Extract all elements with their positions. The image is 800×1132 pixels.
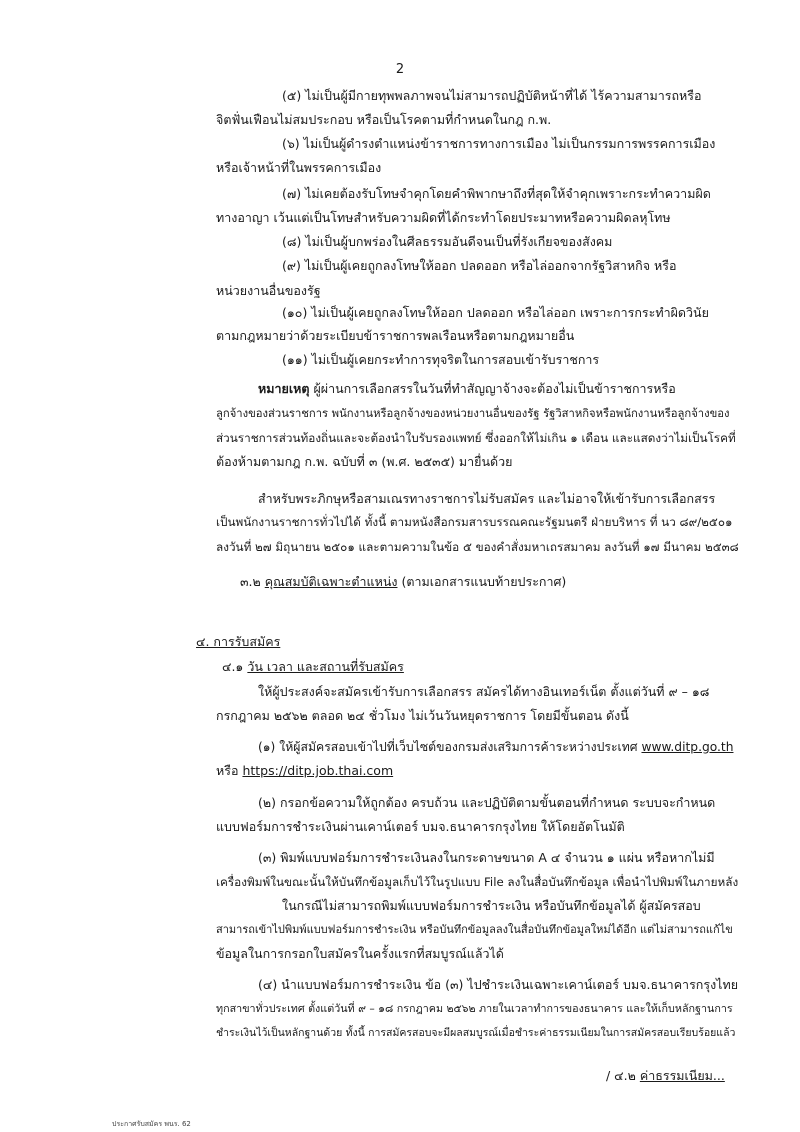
step-3-line-4: สามารถเข้าไปพิมพ์แบบฟอร์มการชำระเงิน หรือบันทึกข้อมูลลงในสื่อบันทึกข้อมูลใหม่ได้อีก แต่ไม่สามารถแก้ไข [216,923,733,936]
note-line-2: ลูกจ้างของส่วนราชการ พนักงานหรือลูกจ้างของหน่วยงานอื่นของรัฐ รัฐวิสาหกิจหรือพนักงานหรือลูกจ้างของ [216,407,730,420]
qualification-5-line-2: จิตฟั่นเฟือนไม่สมประกอบ หรือเป็นโรคตามที่กำหนดในกฎ ก.พ. [216,112,552,127]
step-4-line-2: ทุกสาขาทั่วประเทศ ตั้งแต่วันที่ ๙ – ๑๘ กรกฎาคม ๒๕๖๒ ภายในเวลาทำการของธนาคาร และให้เก็บหลักฐานการ [216,1002,733,1015]
note-line-1-text: ผู้ผ่านการเลือกสรรในวันที่ทำสัญญาจ้างจะต้องไม่เป็นข้าราชการหรือ [313,381,676,396]
step-1-or: หรือ [216,763,239,778]
section-4-heading: ๔. การรับสมัคร [196,634,281,649]
note-line-1 [258,381,676,397]
note-line-4: ต้องห้ามตามกฎ ก.พ. ฉบับที่ ๓ (พ.ศ. ๒๕๓๕) มายื่นด้วย [216,454,513,469]
monk-line-3: ลงวันที่ ๒๗ มิถุนายน ๒๕๐๑ และตามความในข้อ ๕ ของคำสั่งมหาเถรสมาคม ลงวันที่ ๑๗ มีนาคม ๒๕๓๘ [216,540,739,554]
qualification-7-line-2: ทางอาญา เว้นแต่เป็นโทษสำหรับความผิดที่ได้กระทำโดยประมาทหรือความผิดลหุโทษ [216,210,671,225]
specific-qualifications [240,574,566,590]
section-4-1-title: วัน เวลา และสถานที่รับสมัคร [247,659,404,674]
page-number: 2 [395,62,405,77]
section-4-1-heading [222,659,404,675]
step-1-line-1 [258,739,733,755]
footer-code: ประกาศรับสมัคร พนร. 62 [112,1120,191,1128]
qualification-11: (๑๑) ไม่เป็นผู้เคยกระทำการทุจริตในการสอบเข้ารับราชการ [282,352,600,367]
qualification-5-line-1: (๕) ไม่เป็นผู้มีกายทุพพลภาพจนไม่สามารถปฏิบัติหน้าที่ได้ ไร้ความสามารถหรือ [282,88,702,103]
specific-title: คุณสมบัติเฉพาะตำแหน่ง [264,574,398,589]
job-website-link[interactable]: https://ditp.job.thai.com [242,763,394,778]
section-4-1-number: ๔.๑ [222,659,244,674]
apply-intro-line-2: กรกฎาคม ๒๕๖๒ ตลอด ๒๔ ชั่วโมง ไม่เว้นวันหยุดราชการ โดยมีขั้นตอน ดังนี้ [216,708,629,723]
continuation-note [606,1068,725,1084]
qualification-10-line-2: ตามกฎหมายว่าด้วยระเบียบข้าราชการพลเรือนหรือตามกฎหมายอื่น [216,328,575,343]
qualification-10-line-1: (๑๐) ไม่เป็นผู้เคยถูกลงโทษให้ออก ปลดออก หรือไล่ออก เพราะการกระทำผิดวินัย [282,305,709,320]
qualification-8: (๘) ไม่เป็นผู้บกพร่องในศีลธรรมอันดีจนเป็นที่รังเกียจของสังคม [282,234,613,249]
note-line-3: ส่วนราชการส่วนท้องถิ่นและจะต้องนำใบรับรองแพทย์ ซึ่งออกให้ไม่เกิน ๑ เดือน และแสดงว่าไม่เป็นโรคที่ [216,431,736,445]
step-2-line-1: (๒) กรอกข้อความให้ถูกต้อง ครบถ้วน และปฏิบัติตามขั้นตอนที่กำหนด ระบบจะกำหนด [258,795,716,810]
apply-intro-line-1: ให้ผู้ประสงค์จะสมัครเข้ารับการเลือกสรร สมัครได้ทางอินเทอร์เน็ต ตั้งแต่วันที่ ๙ – ๑๘ [258,684,710,699]
step-3-line-5: ข้อมูลในการกรอกใบสมัครในครั้งแรกที่สมบูรณ์แล้วได้ [216,946,504,961]
qualification-7-line-1: (๗) ไม่เคยต้องรับโทษจำคุกโดยคำพิพากษาถึงที่สุดให้จำคุกเพราะกระทำความผิด [282,186,711,201]
step-2-line-2: แบบฟอร์มการชำระเงินผ่านเคาน์เตอร์ บมจ.ธนาคารกรุงไทย ให้โดยอัตโนมัติ [216,819,625,834]
qualification-6-line-2: หรือเจ้าหน้าที่ในพรรคการเมือง [216,160,382,175]
monk-line-1: สำหรับพระภิกษุหรือสามเณรทางราชการไม่รับสมัคร และไม่อาจให้เข้ารับการเลือกสรร [258,491,716,506]
ditp-website-link[interactable]: www.ditp.go.th [641,740,734,754]
step-1-line-2 [216,763,393,779]
monk-line-2: เป็นพนักงานราชการทั่วไปได้ ทั้งนี้ ตามหนังสือกรมสารบรรณคณะรัฐมนตรี ฝ่ายบริหาร ที่ นว ๘๙/๒๕๐๑ [216,515,733,529]
specific-rest: (ตามเอกสารแนบท้ายประกาศ) [401,574,567,589]
qualification-9-line-2: หน่วยงานอื่นของรัฐ [216,283,321,298]
step-1-text: (๑) ให้ผู้สมัครสอบเข้าไปที่เว็บไซต์ของกรมส่งเสริมการค้าระหว่างประเทศ [258,740,638,754]
step-4-line-3: ชำระเงินไว้เป็นหลักฐานด้วย ทั้งนี้ การสมัครสอบจะมีผลสมบูรณ์เมื่อชำระค่าธรรมเนียมในการสมัครสอบเรียบร้อยแล้ว [216,1027,736,1039]
note-label: หมายเหตุ [258,381,310,396]
qualification-9-line-1: (๙) ไม่เป็นผู้เคยถูกลงโทษให้ออก ปลดออก หรือไล่ออกจากรัฐวิสาหกิจ หรือ [282,258,677,273]
continuation-prefix: / ๔.๒ [606,1068,636,1083]
qualification-6-line-1: (๖) ไม่เป็นผู้ดำรงตำแหน่งข้าราชการทางการเมือง ไม่เป็นกรรมการพรรคการเมือง [282,136,716,151]
specific-number: ๓.๒ [240,574,261,589]
step-3-line-2: เครื่องพิมพ์ในขณะนั้นให้บันทึกข้อมูลเก็บไว้ในรูปแบบ File ลงในสื่อบันทึกข้อมูล เพื่อนำไปพิมพ์ในภายหลัง [216,875,739,889]
step-3-line-1: (๓) พิมพ์แบบฟอร์มการชำระเงินลงในกระดาษขนาด A ๔ จำนวน ๑ แผ่น หรือหากไม่มี [258,850,715,865]
continuation-text: ค่าธรรมเนียม... [639,1068,725,1083]
step-3-line-3: ในกรณีไม่สามารถพิมพ์แบบฟอร์มการชำระเงิน หรือบันทึกข้อมูลได้ ผู้สมัครสอบ [282,898,701,913]
step-4-line-1: (๔) นำแบบฟอร์มการชำระเงิน ข้อ (๓) ไปชำระเงินเฉพาะเคาน์เตอร์ บมจ.ธนาคารกรุงไทย [258,977,739,992]
